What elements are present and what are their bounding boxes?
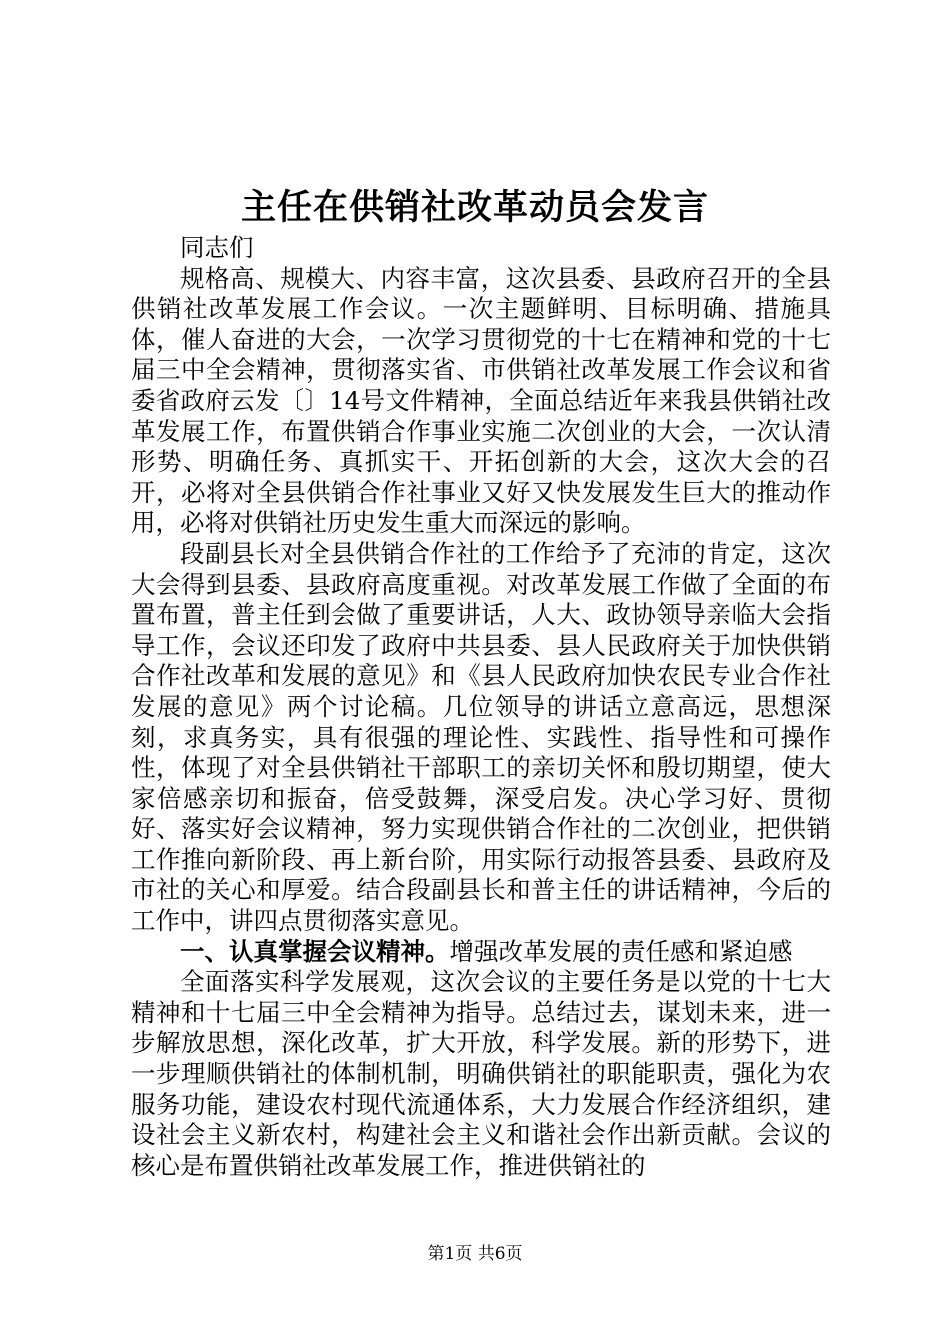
document-title: 主任在供销社改革动员会发言: [240, 187, 709, 228]
section-heading-rest: 增强改革发展的责任感和紧迫感: [449, 936, 793, 966]
section-heading: [131, 937, 831, 968]
section-heading-bold: 一、认真掌握会议精神。: [180, 936, 450, 966]
paragraph-1: 规格高、规模大、内容丰富，这次县委、县政府召开的全县供销社改革发展工作会议。一次主题鲜明、目标明确、措施具体，催人奋进的大会，一次学习贯彻党的十七在精神和党的十七届三中全会精神，贯彻落实省、市供销社改革发展工作会议和省委省政府云发〔〕14号文件精神，全面总结近年来我县供销社改革发展工作，布置供销合作事业实施二次创业的大会，一次认清形势、明确任务、真抓实干、开拓创新的大会，这次大会的召开，必将对全县供销合作社事业又好又快发展发生巨大的推动作用，必将对供销社历史发生重大而深远的影响。: [131, 263, 831, 538]
section-paragraph: 全面落实科学发展观，这次会议的主要任务是以党的十七大精神和十七届三中全会精神为指导。总结过去，谋划未来，进一步解放思想，深化改革，扩大开放，科学发展。新的形势下，进一步理顺供销社的体制机制，明确供销社的职能职责，强化为农服务功能，建设农村现代流通体系，大力发展合作经济组织，建设社会主义新农村，构建社会主义和谐社会作出新贡献。会议的核心是布置供销社改革发展工作，推进供销社的: [131, 967, 831, 1180]
salutation: 同志们: [180, 233, 254, 262]
page-footer: 第1页 共6页: [427, 1244, 523, 1264]
paragraph-2: 段副县长对全县供销合作社的工作给予了充沛的肯定，这次大会得到县委、县政府高度重视。对改革发展工作做了全面的布置布置，普主任到会做了重要讲话，人大、政协领导亲临大会指导工作，会议还印发了政府中共县委、县人民政府关于加快供销合作社改革和发展的意见》和《县人民政府加快农民专业合作社发展的意见》两个讨论稿。几位领导的讲话立意高远，思想深刻，求真务实，具有很强的理论性、实践性、指导性和可操作性，体现了对全县供销社干部职工的亲切关怀和殷切期望，使大家倍感亲切和振奋，倍受鼓舞，深受启发。决心学习好、贯彻好、落实好会议精神，努力实现供销合作社的二次创业，把供销工作推向新阶段、再上新台阶，用实际行动报答县委、县政府及市社的关心和厚爱。结合段副县长和普主任的讲话精神，今后的工作中，讲四点贯彻落实意见。: [131, 538, 831, 936]
document-body: [131, 233, 831, 1181]
